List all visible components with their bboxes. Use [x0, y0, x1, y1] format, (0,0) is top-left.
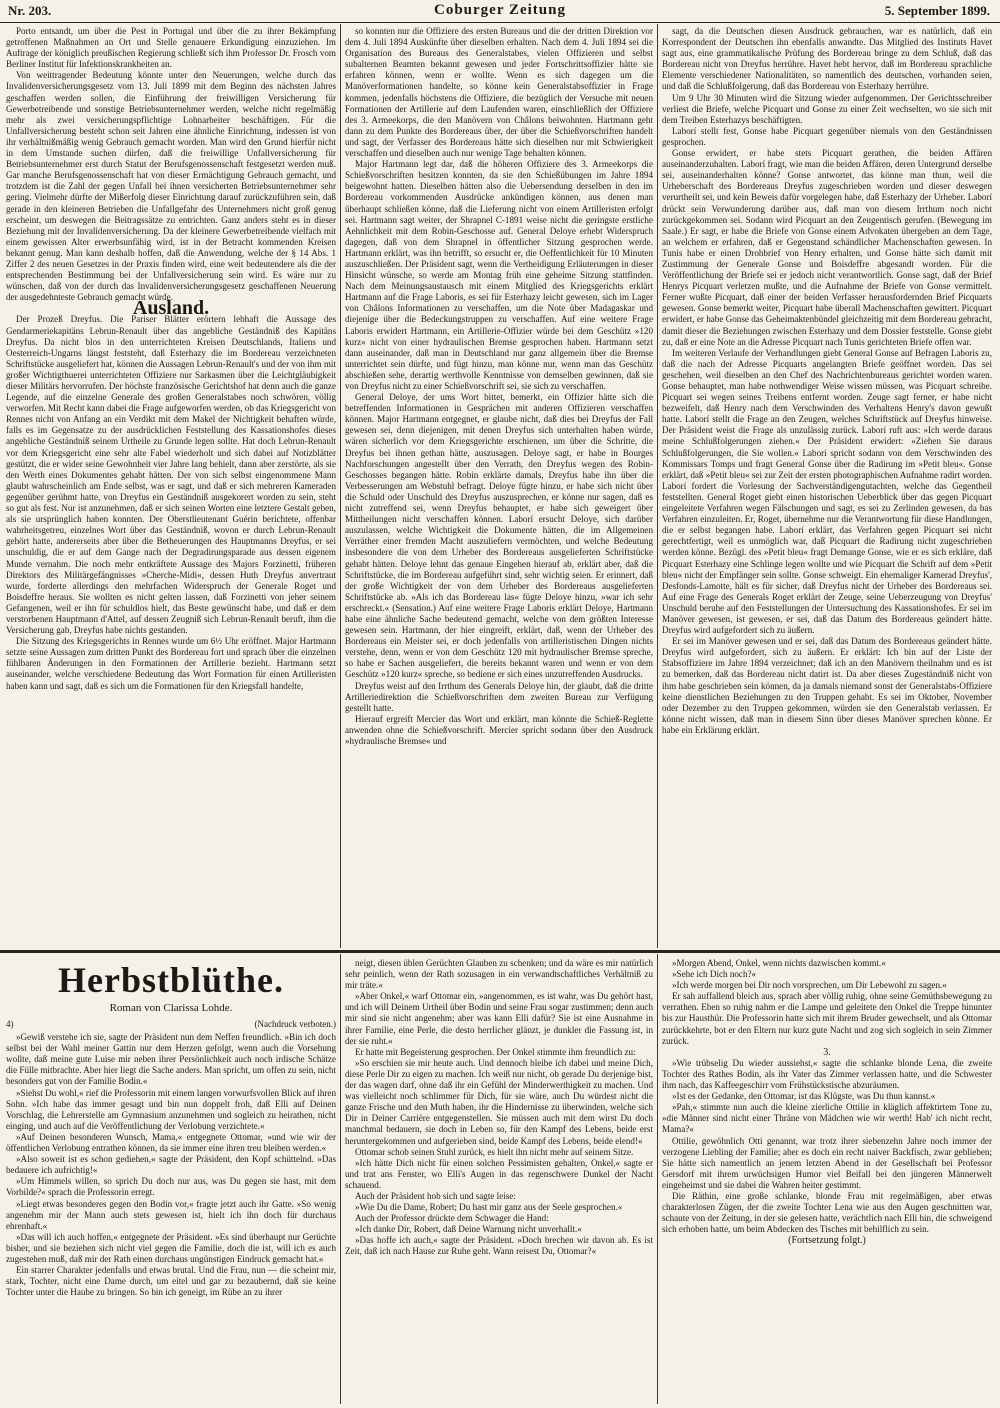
- story-paragraph: »Wie trübselig Du wieder aussiehst,« sagte die schlanke blonde Lena, die zweite Tochter des Rathes Bodin, als ihr Vater das Zimmer verlassen hatte, und die Schwester ihm nach, das Kaffeegeschirr vom Frühstückstische abzuräumen.: [662, 1057, 992, 1091]
- story-paragraph: »Aber Onkel,« warf Ottomar ein, »angenommen, es ist wahr, was Du gehört hast, und ich will Deinem Urtheil über Bodin und seine Frau sogar zustimmen; denn auch mir sind sie nicht angenehm; aber was kann Elli dafür? Sie ist eine Ausnahme in ihrer Familie, eine Perle, die desto herrlicher glänzt, je dunkler die Fassung ist, in der sie ruht.«: [345, 991, 653, 1046]
- chapter-number: 3.: [823, 1046, 831, 1058]
- news-paragraph: Gonse erwidert, er habe stets Picquart gerathen, die beiden Affären auseinanderzuhalten. Laborí fragt, wie man die beiden Affären, deren Untergrund derselbe sei, auseinanderhalten könne? Gonse antwortet, das könne man thun, weil die Urheberschaft des Bordereaus Dreyfus zugeschrieben worden und dieser deswegen verurtheilt sei, und kein Beweis dafür vorgelegen habe, daß Esterhazy der Urheber. Laborí drückt sein Verwunderung darüber aus, daß man von diesem Irrthum noch nicht zurückgekommen sei. Sodann wird Picquart an den Zeugentisch gerufen. (Bewegung im Saale.) Er sagt, er habe die Briefe von Gonse einem Advokaten übergeben an dem Tage, an welchem er erfahren, daß er Gegenstand schändlicher Machenschaften gewesen. In Tunis habe er einen Drohbrief von Henry erhalten, und Gonse hätte sich damit mit Zustimmung der Generale Gonse und Boisdeffre abgesandt worden. Für die Veröffentlichung der Briefe sei er jedoch nicht verantwortlich. Gonse sagt, daß der Brief Henrys Picquart verletzen mußte, und die Aufnahme der Briefe von Gonse vermittelt. Ferner wußte Picquart, daß einer der beiden Verfasser herausfordernden Brief Picquarts gewesen. Gonse bemerkt weiter, Picquart habe überall Machenschaften gewittert. Picquart erwidert, er habe Gonse das Geheimaktenbündel gleichzeitig mit dem Bordereau gebracht, damit dieser die Beziehungen zwischen Esterhazy und dem Dossier feststelle. Gonse giebt zu, daß er eine Note an die Adresse Picquart nach Tunis gerichteten Briefe offen war.: [662, 148, 992, 347]
- news-paragraph: Im weiteren Verlaufe der Verhandlungen giebt General Gonse auf Befragen Laboris zu, daß die nach der Adresse Picquarts angelangten Briefe geöffnet worden. Das sei geschehen, weil dieselben an den Chef des Nachrichtenbureaus gerichtet worden waren. Gonse behauptet, man habe nothwendiger Weise wissen müssen, was Picquart schreibe. Picquart sei wegen seines Treibens entfernt worden. Zeuge sagt ferner, er habe nicht bezweifelt, daß Henry nach dem Verschwinden des Verhaltens Henry's davon gewußt hatte. Laborí stellt die Frage an den Zeugen, welches Schriftstück auf Dreyfus hinweise. Der Präsident weist die Frage als unzulässig zurück. Laborí ruft aus: »Ich werde daraus meine Schlußfolgerungen ziehen.« Der Präsident erwidert: »Ziehen Sie daraus Schlußfolgerungen, die Sie wollen.« Laborí spricht sodann von dem Verschwinden des Kommissars Tomps und fragt General Gonse über die Radirung im »Petit bleu«. Gonse erklärt, daß »Petit bleu« sei zur Zeit der ersten photographischen Aufnahme radirt worden. Laborí fordert die Vorlesung der Sachverständigengutachten, welche das Gegentheil feststellten. General Roget giebt einen historischen Ueberblick über das gegen Picquart eingeleitete Verfahren wegen Fälschungen und sagt, es sei zu Zerlinden gewesen, da bas Verfahren einzuleiten. Er, Roget, übernehme nur die Verantwortung für diese Handlungen, die er selbst begangen habe. Laborí erklärt, das Verfahren gegen Picquart sei nicht gerechtfertigt, weil es unmöglich war, daß Picquart die Radirung nicht zugeschrieben werden könne. Bezügl. des »Petit bleu« fragt Demange Gonse, wie er es sich erkläre, daß Picquart Esterhazy eine Schlinge legen wollte und wie Picquart die Schrift auf dem »Petit bleu« nicht der Empfänger sein sollte. Gonse schweigt. Ein ehemaliger Kamerad Dreyfus', Desfonds-Lamotte, hält es für sicher, daß Dreyfus nicht der Urheber des Bordereaus sei. Auf eine Frage des Generals Roget erklärt der Zeuge, seine Ueberzeugung von Dreyfus' Unschuld beruhe auf den Feststellungen der Untersuchung des Kassationshofes. Er sei im Manöver gewesen, ist gewesen, er sei, daß das Datum des Bordereaus geändert hätte. Dreyfus wird aufgefordert sich zu äußern.: [662, 347, 992, 636]
- news-paragraph: sagt, da die Deutschen diesen Ausdruck gebrauchen, war es natürlich, daß ein Korrespondent der Deutschen ihn ebenfalls anwandte. Das Mitglied des Instituts Havet sagt aus, eine grammatikalische Prüfung des Bordereau bringe zu dem Schluß, daß das Bordereau nicht von Dreyfus herrühre. Havet hebt hervor, daß im Bordereau sprachliche Elemente verschiedener Nationalitäten, so namentlich des deutschen, vorhanden seien, und daß die Schlußfolgerung, daß das Bordereau von Esterhazy herrühre.: [662, 26, 992, 92]
- column-rule: [657, 24, 658, 948]
- page-header: [0, 0, 1000, 23]
- masthead: Coburger Zeitung: [434, 2, 566, 18]
- feuilleton-author: Roman von Clarissa Lohde.: [109, 1002, 233, 1014]
- feuilleton-title: Herbstblüthe.: [57, 960, 284, 1000]
- story-paragraph: »Ich hätte Dich nicht für einen solchen Pessimisten gehalten, Onkel,« sagte er und trat ans Fenster, wo Elli's Augen in das regenschwere Dunkel der Nacht schauend.: [345, 1157, 653, 1190]
- news-paragraph: Die Sitzung des Kriegsgerichts in Rennes wurde um 6½ Uhr eröffnet. Major Hartmann setzte seine Aussagen zum dritten Punkt des Bordereau fort und sprach über die einzelnen fühlbaren Änderungen in den Formationen der Artillerie bezieht. Hartmann setzt auseinander, welche verschiedene Bedeutung das Wort Formation für einen Artilleristen haben kann und sagt, daß es sich um die Formationen für den Kriegsfall handelte,: [6, 636, 336, 691]
- story-paragraph: Auch der Professor drückte dem Schwager die Hand:: [355, 1213, 549, 1224]
- story-paragraph: »Siehst Du wohl,« rief die Professorin mit einem langen vorwurfsvollen Blick auf ihren Sohn. »Ich habe das immer gesagt und bin nun doppelt froh, daß Elli auf Deinen Vorschlag, die Lehrerstelle am Gymnasium anzunehmen und sogleich zu heirathen, nicht einging, und auch auf die Veröffentlichung der Verlobung verzichtete.«: [6, 1087, 336, 1131]
- news-paragraph: Porto entsandt, um über die Pest in Portugal und über die zu ihrer Bekämpfung getroffenen Maßnahmen an Ort und Stelle genauere Erkundigung einzuziehen. Im Auftrage der königlich preußischen Regierung schließt sich ihm Professor Dr. Frosch vom Berliner Institut für Infektionskrankheiten an.: [6, 26, 336, 70]
- news-column-1: [6, 26, 336, 946]
- story-paragraph: »Also soweit ist es schon gediehen,« sagte der Präsident, den Kopf schüttelnd. »Das bedauere ich aufrichtig!«: [6, 1154, 336, 1176]
- column-rule: [340, 24, 341, 948]
- story-paragraph: Ein starrer Charakter jedenfalls und etwas brutal. Und die Frau, nun — die scheint mir, stark, Tochter, nicht eine Dame durch, um eitel und gar zu bezaubernd, daß sie keine Tochter unter die Haube zu bringen. So bin ich geneigt, im Rübe an zu ihrer: [6, 1265, 336, 1298]
- issue-date: 5. September 1899.: [884, 3, 990, 18]
- story-paragraph: »Liegt etwas besonderes gegen den Bodin vor,« fragte jetzt auch ihr Gatte. »So wenig angenehm mir der Mann auch stets gewesen ist, hielt ich ihn doch für durchaus ehrenhaft.«: [6, 1198, 336, 1231]
- reprint-notice: (Nachdruck verboten.): [254, 1019, 336, 1029]
- story-paragraph: »Wie Du die Dame, Robert; Du hast mir ganz aus der Seele gesprochen.«: [355, 1202, 623, 1213]
- continuation-note: (Fortsetzung folgt.): [788, 1235, 866, 1247]
- news-paragraph: Von weittragender Bedeutung könnte unter den Neuerungen, welche durch das Invalidenversicherungsgesetz vom 13. Juli 1899 mit dem Beginn des nächsten Jahres geschaffen werden sollen, die Einführung der freiwilligen Versicherung für Gewerbetreibende und sonstige Betriebsunternehmer werden, welche nicht regelmäßig mehr als zwei versicherungspflichtige Lohnarbeiter beschäftigen. Für die Unfallversicherung besteht schon seit Jahren eine ähnliche Einrichtung, indessen ist von ihr verhältnißmäßig wenig Gebrauch gemacht worden. Man wird den Grund hierfür nicht in dem Umstande suchen dürfen, daß die freiwillige Unfallversicherung für Betriebsunternehmer erst durch Statut der Berufsgenossenschaft festgesetzt werden muß. Gar manche Berufsgenossenschaft hat von dieser Ermächtigung Gebrauch gemacht, und trotzdem ist die Zahl der gegen Unfall bei ihnen versicherten Betriebsunternehmer sehr gering. Vielmehr dürfte der Mißerfolg dieser Einrichtung darauf zurückzuführen sein, daß gerade in den kleineren Betrieben die Unfallgefahr des Unternehmers nicht groß genug erscheint, um deswegen die Beitragssätze zu entrichten. Ganz anders steht es in dieser Beziehung mit der Invalidenversicherung. Da der kleinere Gewerbetreibende vielfach mit einem gewissen Alter erwerbsunfähig wird, ist in der Betracht kommenden Kreisen bekannt genug. Man kann deshalb hoffen, daß die Anwendung, welche der § 14 Abs. 1 Ziffer 2 des neuen Gesetzes in der Praxis finden wird, eine weit bedeutendere als die der entsprechenden Bestimmung bei der Unfallversicherung sein wird. Es wäre nur zu wünschen, daß von der durch das Invalidenversicherungsgesetz geschaffenen Neuerung der ausgedehnteste Gebrauch gemacht würde.: [6, 70, 336, 303]
- news-paragraph: Laborí stellt fest, Gonse habe Picquart gegenüber niemals von den Geständnissen gesprochen.: [662, 125, 992, 147]
- feuilleton-column-3: [662, 958, 992, 1402]
- news-column-2: [345, 26, 653, 946]
- feuilleton-column-1: [6, 958, 336, 1402]
- story-paragraph: »Morgen Abend, Onkel, wenn nichts dazwischen kommt.«: [672, 958, 886, 968]
- news-paragraph: Dreyfus weist auf den Irrthum des Generals Deloye hin, der glaubt, daß die dritte Artilleriedirektion die Schießvorschriften dem zweiten Bureau zur Verfügung gestellt hatte.: [345, 680, 653, 713]
- news-paragraph: General Deloye, der ums Wort bittet, bemerkt, ein Offizier hätte sich die betreffenden Informationen in Gesprächen mit anderen Offizieren verschaffen können. Major Hartmann entgegnet, er glaube nicht, daß dies bei Dreyfus der Fall gewesen sei, denn diejenigen, mit denen Dreyfus sich unterhalten haben würde, wären sicherlich vor dem Kriegsgerichte erschienen, um über die Schritte, die Dreyfus bei ihnen gethan hätte, auszusagen. Deloye sagt, er habe in Bourges Nachforschungen angestellt über den Verrath, den Dreyfus wegen des Robin-Geschosses begangen hätte. Robin erklärte damals, Dreyfus habe ihn über die Verbesserungen am Webstuhl befragt. Deloye fügte hinzu, er habe sich nicht über die Schuld oder Unschuld des Dreyfus auszusprechen, er könne nur sagen, daß es nicht zutreffend sei, wenn Dreyfus behauptet, er habe sich geweigert über Mittheilungen nicht verschaffen können. Laborí ersucht Deloye, sich darüber auszulassen, welche Wichtigkeit die Dokumente hätten, die im Allgemeinen Verräther einer fremden Macht auszuliefern vermöchten, und welche Bedeutung insbesondere die von dem Urheber des Bordereaus ausgelieferten Schriftstücke gehabt hätten. Deloye lehnt das genaue Eingehen hierauf ab, erklärt aber, daß die Schriftstücke, die im Bordereau aufgeführt sind, sehr wichtig seien. Er erinnert, daß der große Wichtigkeit der von dem Urheber des Bordereaus ausgelieferten Schriftstücke ab. »Als ich das Bordereau las« fügte Deloye hinzu, »war ich sehr erschreckt.« (Sensation.) Auf eine weitere Frage Laboris erklärt Deloye, Hartmann habe eine ähnliche Sache bedeutend gemacht, welche von dem größten Interesse gewesen sein. Hartmann, der hier eingreift, erklärt, daß, wenn der Urheber des Bordereaus ein Meister sei, er doch jedenfalls von artilleristischen Dingen nichts verstehe, denn, wenn er von dem Geschütz 120 mit hydraulischer Bremse spreche, so habe er Sachen ausgeliefert, die bereits bekannt waren und wenn er von dem Geschütz »120 kurz« spreche, so bediene er sich eines unzutreffenden Ausdrucks.: [345, 392, 653, 680]
- section-title-ausland: Ausland.: [132, 297, 210, 320]
- story-paragraph: »So erschien sie mir heute auch. Und dennoch bleibe ich dabei und meine Dich, diese Perle Dir zu eigen zu machen. Ich weiß nur nicht, ob gerade Du derjenige bist, der das wagen darf, ohne daß ihr ein Gefühl der Minderwerthigkeit zu machen. Und was vielleicht noch schlimmer für Dich, für sie wäre, auch Du würdest nicht die ganze Frische und den Muth haben, ihr die Hindernisse zu überwinden, welche sich Dir in Deiner Carrière entgegenstellen. Sie müssen auch mit dem wirst Du doch manchmal bedauern, sie doch in Leben so, für den Kampf des Lebens, beide erst heruntergekommen und aufgerieben sind, beide Kampf des Lebens, beide elend!«: [345, 1057, 653, 1146]
- news-paragraph: so konnten nur die Offiziere des ersten Bureaus und die der dritten Direktion vor dem 4. Juli 1894 Auskünfte über dieselben erhalten. Nach dem 4. Juli 1894 sei die Organisation des Bureaus des Generalstabes, vielen Offizieren und selbst subalternen Beamten bekannt gewesen und jeder Fortschrittsoffizier hätte sie erfahren können, wenn er wollte. Wenn es sich dagegen um die Manöverformationen handelte, so könne kein Generalstabsoffizier in Frage kommen, jedenfalls höchstens die Offiziere, die bezüglich der Versuche mit neuen Formationen der Artillerie auf dem Laufenden waren, einschließlich der Offiziere des 3. Armeekorps, die den Manövern von Châlons beiwohnten. Hartmann geht dann zu dem Punkte des Bordereaus über, der über die Schießvorschriften handelt und sagt, der Verfasser des Bordereaus hätte sich dieselben nur mit Schwierigkeit verschaffen und dieselben auch nur wenige Tage behalten können.: [345, 26, 653, 159]
- story-paragraph: »Das hoffe ich auch,« sagte der Präsident. »Doch brechen wir davon ab. Es ist Zeit, daß ich nach Hause zur Ruhe geht. Wann reisest Du, Ottomar?«: [345, 1235, 653, 1257]
- news-column-3: [662, 26, 992, 946]
- story-paragraph: Auch der Präsident hob sich und sagte leise:: [355, 1190, 516, 1201]
- story-paragraph: »Pah,« stimmte nun auch die kleine zierliche Ottilie in kläglich affektirtem Tone zu, »die Männer sind nicht einer Thräne von Mädchen wie wir werth! Hab' ich nicht recht, Mama?«: [662, 1102, 992, 1135]
- story-paragraph: Ottilie, gewöhnlich Otti genannt, war trotz ihrer siebenzehn Jahre noch immer der verzogene Liebling der Familie; aber es doch ein recht naiver Backfisch, zwar geblieben; Sie hätte sich namentlich an jenem letzten Abend in der Gesellschaft bei Professor Gersdorf mit ihrem urwüchsigen Humor viel Beifall bei den jüngeren Männerwelt eingeheimst und sie dabei die Wahren heiter gestimmt.: [662, 1135, 992, 1190]
- story-paragraph: »Auf Deinen besonderen Wunsch, Mama,« entgegnete Ottomar, »und wie wir der öffentlichen Verlobung entrathen können, da sie immer eine ihren treu bleiben werden.«: [6, 1131, 336, 1154]
- feuilleton-meta: [6, 1019, 336, 1030]
- story-paragraph: »Ich danke Dir, Robert, daß Deine Warnung nicht unverhallt.«: [355, 1224, 582, 1235]
- story-paragraph: Er hatte mit Begeisterung gesprochen. Der Onkel stimmte ihm freundlich zu:: [355, 1046, 636, 1057]
- news-paragraph: Major Hartmann legt dar, daß die höheren Offiziere des 3. Armeekorps die Schießvorschriften besitzen konnten, da sie den Schießübungen im Jahre 1894 beigewohnt hatten. Dieselben hätten also die Uebersendung derselben in den im Bordereau vorkommenden Ausdrücke ankündigen können, aus denen man überhaupt schließen könne, daß die Lieferung nicht von einem Artilleristen erfolgt sei. Hartmann sagt weiter, der Shrapnel C-1891 weise nicht die geringste erstliche Aehnlichkeit mit dem Robin-Geschosse auf. General Deloye erhebt Widerspruch dagegen, daß von dem Shrapnel in öffentlicher Sitzung gesprochen werde. Hartmann erklärt, was ihn betrifft, so ersucht er, die Oeffentlichkeit für 10 Minuten auszuschließen. Der Präsident sagt, wenn die Vertheidigung Erläuterungen in dieser Hinsicht wünsche, so werde am Montag früh eine geheime Sitzung stattfinden. Nach dem Meinungsaustausch mit einem Mitglied des Kriegsgerichts erklärt Hartmann auf die Frage Laboris, es sei für Esterhazy leicht gewesen, sich im Lager von Châlons Informationen zu verschaffen, um die Note über Madagaskar und diejenige über die Bedeckungstruppen zu verschaffen. Auf eine weitere Frage Laboris erwidert Hartmann, ein Artillerie-Offizier würde bei dem Geschütz »120 kurz« nicht von einer hydraulischen Bremse gesprochen haben. Hartmann setzt dann auseinander, daß man in Deutschland nur ganz allgemein über die Bremse unterrichtet sein dürfte, und fügt hinzu, man könne nur, wenn man das Geschütz abschießen sehe, derartig werthvolle Kenntnisse von demselben gewinnen, daß sie von Dreyfus nicht zu einer Schießvorschrift sei, sie sich zu verschaffen.: [345, 159, 653, 391]
- news-paragraph: Der Prozeß Dreyfus. Die Pariser Blätter erörtern lebhaft die Aussage des Gendarmeriekapitäns Lebrun-Renault über das angebliche Geständniß des Kapitäns Dreyfus. Da nicht blos in den unterrichteten Kreisen Deutschlands, Italiens und Oesterreich-Ungarns längst feststeht, daß Esterhazy die im Bordereau verzeichneten Schriftstücke ausgeliefert hat, können die Aussagen Lebrun-Renault's und der von ihm mit großer Wichtigthuerei unterrichteten Offiziere nur Sarkasmen über die Leichtgläubigkeit dieser Militärs hervorrufen. Der höchste französische Gerichtshof hat denn auch die ganze Legende, auf die einzelne Generale des großen Generalstabes noch schwören, völlig verworfen. Mit Recht kann dabei die Frage aufgeworfen werden, ob das Kriegsgericht von Rennes nicht von Anfang an ein Verdikt mit dem Makel der Nichtigkeit behaften würde, falls es im Gegensatze zu der ausdrücklichen Feststellung des Kassationshofes dieses angebliche Geständniß seinem Urtheile zu Grunde legen sollte. Hat doch Lebrun-Renault vor dem Kriegsgericht eine sehr alte Fabel wiederholt und sich dabei auf Notizblätter gestützt, die er wider seine Gewohnheit vier Jahre lang behielt, dann aber zerstörte, als sie den Werth eines Dokumentes gehabt hätten. Der von sich selbst eingenommene Mann glaubt wahrscheinlich am Ende selbst, was er sagt, und daß er sich mehreren Kameraden gegenüber gerühmt hatte, von Dreyfus ein Geständniß ausgekorert worden zu sein, steht so gut als fest. Nur ist anzunehmen, daß er sich seinen Worten eine letztere Gestalt geben, als sie ursprünglich haben konnten. Der Oberstlieutenant Guérin berichtete, offenbar wahrheitsgetreu, einzelnes Wort über das Geständniß, wovon er durch Lebrun-Renault gehört hatte, andererseits aber über die Betheuerungen des Hauptmanns Dreyfus, er sei unschuldig, die er auf dem Gange nach der Degradirungsparade aus dessen eigenem Munde vernahm. Die noch mehr entkräftete Aussage des Majors Forzinetti, früheren Direktors des Militärgefängnisses »Cherche-Midi«, dessen Huth Dreyfus anvertraut wurde, forderte allerdings den mehrfachen Widerspruch der Generale Roget und Boisdeffre heraus. Sie wollten es nicht gelten lassen, daß Forzinetti von jeher seinem Gefangenen, weil er ihn für schuldlos hielt, das Beste gewünscht habe, und daß er dem verstorbenen Hauptmann d'Attel, auf dessen Zeugniß sich Lebrun-Renault beruft, ihm die Versicherung gab, Dreyfus habe nichts gestanden.: [6, 314, 336, 636]
- issue-number: Nr. 203.: [8, 3, 52, 18]
- story-paragraph: Ottomar schob seinen Stuhl zurück, es hielt ihn nicht mehr auf seinem Sitze.: [355, 1146, 634, 1157]
- story-paragraph: »Ich werde morgen bei Dir noch vorsprechen, um Dir Lebewohl zu sagen.«: [672, 980, 947, 991]
- installment-number: 4): [6, 1019, 14, 1029]
- story-paragraph: Er sah auffallend bleich aus, sprach aber völlig ruhig, ohne seine Gemüthsbewegung zu verrathen. Eben so ruhig nahm er die Lampe und geleitete den Onkel die Treppe hinunter bis zur Hausthür. Die Professorin hatte sich mit ihrem Bruder gewechselt, und als Ottomar zurückkehrte, bot er den Eltern nur kurz gute Nacht und zog sich sogleich in sein Zimmer zurück.: [662, 991, 992, 1046]
- column-rule: [657, 954, 658, 1404]
- feuilleton-column-2: [345, 958, 653, 1402]
- story-paragraph: neigt, diesen üblen Gerüchten Glauben zu schenken; und da wäre es mir natürlich sehr peinlich, wenn der Rath sozusagen in ein verwandtschaftliches Verhältniß zu mir träte.«: [345, 958, 653, 991]
- story-paragraph: »Gewiß verstehe ich sie, sagte der Präsident nun dem Neffen freundlich. »Bin ich doch selbst bei der Wahl meiner Gattin nur dem Herzen gefolgt, wenn auch die Vorsehung wollte, daß meine gute Luise mir neben ihrer Persönlichkeit auch noch irdische Schätze die Fülle mitbrachte. Aber hier liegt die Sache anders. Man spricht, um offen zu sein, nicht besonders gut von der Familie Bodin.«: [6, 1032, 336, 1087]
- feuilleton-divider: [0, 950, 1000, 953]
- news-paragraph: Hierauf ergreift Mercier das Wort und erklärt, man könnte die Schieß-Reglette anwenden ohne die Schießvorschrift. Mercier spricht sodann über den Ausdruck »hydraulische Bremse« und: [345, 713, 653, 746]
- news-paragraph: Er sei im Manöver gewesen und er sei, daß das Datum des Bordereaus geändert hätte. Dreyfus wird aufgefordert, sich zu äußern. Er erklärt: Ich bin auf der Liste der Stabsoffiziere im Jahre 1894 verzeichnet; daß ich an den Manövern theilnahm und es ist zu bemerken, daß das Bordereau nicht datirt ist. Da aber dieses Zugeständniß nicht von ihm habe geschrieben sein können, da ja damals niemand sonst der Generalstabs-Offiziere keine dienstlichen Beziehungen zu den Truppen gehabt. Es sei im Oktober, November oder Dezember zu den Truppen gekommen, würden sie den Generalstab verlassen. Er könne nicht wissen, daß man in diesem Sinn über dieses Manöver sprechen könne. Er habe ein Erklärung erklärt.: [662, 636, 992, 735]
- story-paragraph: »Sehe ich Dich noch?«: [672, 969, 757, 980]
- news-paragraph: Um 9 Uhr 30 Minuten wird die Sitzung wieder aufgenommen. Der Gerichtsschreiber verliest die Briefe, welche Picquart und Gonse zu einer Zeit wechselten, wo sie sich mit dem Treiben Esterhazys beschäftigten.: [662, 92, 992, 125]
- story-paragraph: »Um Himmels willen, so sprich Du doch nur aus, was Du gegen sie hast, mit dem Vorbilde?« sprach die Professorin erregt.: [6, 1176, 336, 1198]
- column-rule: [340, 954, 341, 1404]
- story-paragraph: Die Räthin, eine große schlanke, blonde Frau mit regelmäßigen, aber etwas charakterlosen Zügen, der die zweite Tochter Lena wie aus den Augen geschnitten war, schaute von der Zeitung, in der sie gelesen hatte, verächtlich nach Elli hin, die schweigend sich erhoben hatte, um beim Abdecken des Tisches mit behilflich zu sein.: [662, 1190, 992, 1235]
- story-paragraph: »Das will ich auch hoffen,« entgegnete der Präsident. »Es sind überhaupt nur Gerüchte bisher, und sie beziehen sich nicht viel gegen die Familie, doch die ist, will ich es auch zugestehen muß, daß mir der Rath einen durchaus ungünstigen Eindruck gemacht hat.«: [6, 1231, 336, 1264]
- story-paragraph: »Ist es der Gedanke, den Ottomar, ist das Klügste, was Du thun kannst.«: [672, 1091, 936, 1102]
